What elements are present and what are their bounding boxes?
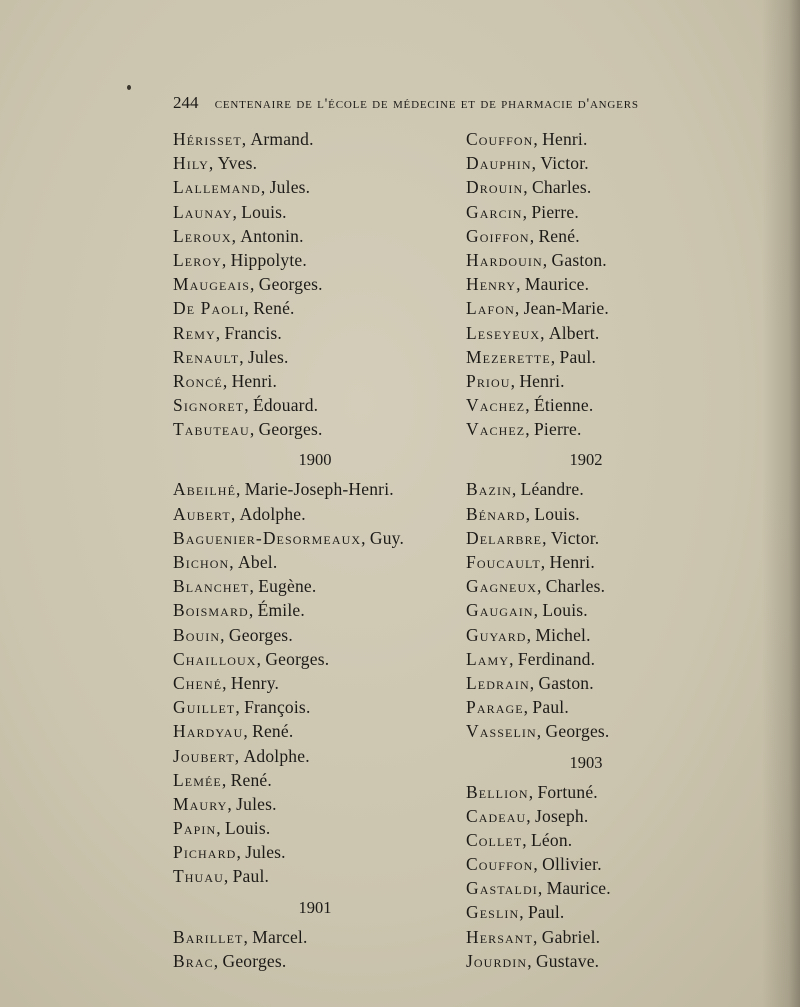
separator: , (529, 672, 539, 693)
name-entry (466, 623, 716, 647)
separator: , (540, 552, 550, 572)
given-name: Jean-Marie. (523, 298, 609, 319)
name-entry (466, 804, 716, 828)
separator: , (533, 926, 542, 947)
given-name: Ollivier. (542, 854, 602, 875)
given-name: Léon. (531, 829, 573, 850)
given-name: Émile. (257, 600, 305, 621)
surname: Hérisset (173, 129, 242, 149)
name-entry (466, 647, 716, 671)
surname: Gaugain (466, 600, 534, 621)
given-name: Yves. (217, 153, 258, 174)
surname: Boismard (173, 600, 249, 621)
name-entry (173, 345, 453, 369)
separator: , (525, 503, 535, 524)
name-entry (466, 695, 716, 719)
separator: , (216, 818, 225, 839)
surname: Gastaldi (466, 878, 538, 899)
name-entry (466, 550, 716, 574)
separator: , (239, 346, 249, 367)
name-entry (466, 719, 716, 743)
surname: Vasselin (466, 721, 537, 742)
name-entry (466, 272, 716, 296)
given-name: Jules. (248, 346, 289, 367)
surname: Papin (173, 818, 217, 839)
name-entry (173, 296, 453, 320)
surname: Goiffon (466, 225, 530, 246)
separator: , (241, 129, 251, 149)
name-entry (466, 852, 716, 876)
name-entry (173, 816, 453, 840)
surname: Renault (173, 346, 240, 367)
given-name: Georges. (228, 624, 293, 645)
separator: , (235, 697, 245, 718)
name-entry (466, 369, 716, 393)
name-entry (173, 695, 453, 719)
name-entry (466, 502, 716, 526)
separator: , (523, 177, 532, 198)
name-entry (466, 828, 716, 852)
separator: , (542, 249, 552, 270)
separator: , (256, 648, 266, 669)
name-entry (466, 175, 716, 199)
name-entry (173, 321, 453, 345)
name-entry (466, 925, 716, 949)
surname: Garcin (466, 201, 523, 222)
given-name: René. (253, 298, 295, 319)
separator: , (522, 829, 532, 850)
surname: Collet (466, 829, 523, 850)
name-entry (173, 671, 453, 695)
year-heading: 1901 (298, 897, 332, 917)
separator: , (526, 624, 536, 645)
surname: Blanchet (173, 576, 250, 597)
given-name: Charles. (532, 177, 592, 198)
separator: , (213, 950, 223, 971)
surname: Lafon (466, 298, 515, 319)
separator: , (227, 793, 237, 814)
separator: , (542, 527, 551, 548)
surname: Bellion (466, 781, 529, 802)
given-name: Jules. (269, 177, 311, 198)
year-heading: 1903 (569, 752, 603, 772)
running-title: centenaire de l'école de médecine et de pharmacie d'angers (214, 96, 639, 112)
separator: , (221, 769, 231, 790)
name-entry (173, 393, 453, 417)
separator: , (249, 419, 259, 440)
given-name: Louis. (225, 818, 271, 839)
separator: , (236, 479, 245, 500)
name-entry (466, 949, 716, 973)
surname: Signoret (173, 395, 245, 416)
surname: Guillet (173, 697, 236, 718)
surname: Remy (173, 322, 216, 343)
surname: Launay (173, 201, 233, 222)
name-entry (173, 744, 453, 768)
name-entry (173, 151, 453, 175)
given-name: Georges. (222, 950, 287, 971)
given-name: Jules. (236, 793, 277, 814)
name-entry (173, 550, 453, 574)
name-entry (173, 175, 453, 199)
given-name: Gustave. (535, 950, 600, 971)
separator: , (248, 600, 258, 621)
name-entry (466, 151, 716, 175)
given-name: Henry. (230, 672, 280, 693)
given-name: Victor. (540, 153, 589, 174)
surname: Brac (173, 950, 214, 971)
ink-dot (127, 85, 131, 90)
separator: , (232, 201, 242, 222)
name-entry (173, 369, 453, 393)
name-entry (466, 526, 716, 550)
given-name: Pierre. (533, 419, 582, 440)
surname: Couffon (466, 854, 534, 875)
surname: Leseyeux (466, 322, 541, 343)
surname: Vachez (466, 419, 526, 440)
surname: Chené (173, 672, 223, 693)
given-name: Henri. (231, 370, 278, 391)
surname: De Paoli (173, 298, 245, 319)
given-name: Guy. (369, 527, 405, 548)
separator: , (511, 479, 521, 500)
separator: , (533, 129, 543, 149)
separator: , (510, 370, 520, 391)
given-name: François. (244, 697, 311, 718)
given-name: Maurice. (524, 274, 590, 295)
separator: , (231, 225, 241, 246)
given-name: Adolphe. (239, 503, 306, 524)
separator: , (223, 866, 233, 887)
separator: , (550, 346, 560, 367)
given-name: Édouard. (252, 395, 319, 416)
surname: Guyard (466, 624, 527, 645)
given-name: Marie-Joseph-Henri. (244, 479, 394, 500)
separator: , (244, 395, 253, 416)
page-header (173, 91, 693, 115)
given-name: Louis. (542, 600, 588, 621)
given-name: Léandre. (520, 479, 584, 500)
given-name: Michel. (535, 624, 591, 645)
name-entry (466, 321, 716, 345)
given-name: Paul. (527, 902, 565, 923)
given-name: Maurice. (546, 878, 611, 899)
surname: Chailloux (173, 648, 257, 669)
given-name: Albert. (548, 322, 600, 343)
given-name: Abel. (238, 552, 278, 572)
separator: , (243, 721, 253, 742)
separator: , (537, 576, 546, 597)
surname: Geslin (466, 902, 520, 923)
name-entry (466, 671, 716, 695)
surname: Bouin (173, 624, 221, 645)
surname: Hily (173, 153, 209, 174)
separator: , (526, 805, 536, 826)
name-entry (173, 127, 453, 151)
surname: Lemée (173, 769, 222, 790)
surname: Jourdin (466, 950, 528, 971)
given-name: Gabriel. (541, 926, 601, 947)
surname: Thuau (173, 866, 224, 887)
separator: , (519, 902, 528, 923)
separator: , (523, 697, 533, 718)
page-edge-shadow (762, 0, 800, 1007)
separator: , (514, 298, 524, 319)
name-entry (173, 477, 453, 501)
name-entry (173, 502, 453, 526)
year-heading: 1902 (569, 450, 603, 470)
separator: , (222, 370, 232, 391)
year-heading: 1900 (298, 450, 332, 470)
surname: Hardyau (173, 721, 244, 742)
separator: , (236, 842, 246, 863)
name-entry (173, 224, 453, 248)
separator: , (208, 153, 218, 174)
surname: Ledrain (466, 672, 530, 693)
separator: , (361, 527, 370, 548)
separator: , (221, 249, 231, 270)
given-name: Paul. (532, 697, 569, 718)
given-name: Georges. (265, 648, 330, 669)
name-entry (466, 200, 716, 224)
surname: Dauphin (466, 153, 532, 174)
separator: , (243, 926, 253, 947)
given-name: Eugène. (258, 576, 317, 597)
surname: Vachez (466, 395, 526, 416)
separator: , (525, 395, 534, 416)
name-entry (466, 345, 716, 369)
separator: , (531, 153, 541, 174)
surname: Bichon (173, 552, 230, 572)
surname: Henry (466, 274, 517, 295)
name-entry (173, 272, 453, 296)
name-entry (173, 574, 453, 598)
given-name: Victor. (550, 527, 600, 548)
name-entry (173, 200, 453, 224)
page-number: 244 (173, 93, 199, 112)
given-name: Paul. (232, 866, 270, 887)
surname: Abeilhé (173, 479, 236, 500)
surname: Barillet (173, 926, 244, 947)
separator: , (249, 576, 259, 597)
name-entry (466, 598, 716, 622)
given-name: Antonin. (240, 225, 304, 246)
left-column (173, 127, 453, 973)
given-name: Adolphe. (243, 745, 310, 766)
surname: Parage (466, 697, 524, 718)
separator: , (522, 201, 532, 222)
name-entry (173, 526, 453, 550)
separator: , (230, 503, 240, 524)
right-column (466, 127, 716, 973)
name-entry (173, 623, 453, 647)
given-name: Paul. (559, 346, 597, 367)
given-name: Louis. (534, 503, 580, 524)
name-entry (173, 949, 453, 973)
separator: , (527, 950, 536, 971)
surname: Lallemand (173, 177, 261, 198)
given-name: Gaston. (551, 249, 607, 270)
given-name: Hippolyte. (230, 249, 307, 270)
separator: , (533, 854, 543, 875)
name-entry (466, 780, 716, 804)
separator: , (260, 177, 270, 198)
given-name: Joseph. (535, 805, 589, 826)
surname: Gagneux (466, 576, 537, 597)
given-name: Fortuné. (537, 781, 598, 802)
surname: Hardouin (466, 249, 543, 270)
given-name: René. (252, 721, 294, 742)
surname: Aubert (173, 503, 231, 524)
separator: , (537, 878, 547, 899)
name-entry (173, 647, 453, 671)
given-name: Georges. (545, 721, 610, 742)
given-name: Armand. (250, 129, 314, 149)
name-entry (466, 574, 716, 598)
surname: Mezerette (466, 346, 551, 367)
separator: , (215, 322, 225, 343)
surname: Hersant (466, 926, 534, 947)
separator: , (509, 648, 518, 669)
surname: Leroy (173, 249, 222, 270)
surname: Priou (466, 370, 511, 391)
name-entry (466, 477, 716, 501)
surname: Drouin (466, 177, 524, 198)
name-entry (466, 900, 716, 924)
given-name: Marcel. (252, 926, 308, 947)
name-entry (173, 719, 453, 743)
name-entry (466, 876, 716, 900)
separator: , (525, 419, 534, 440)
name-entry (173, 248, 453, 272)
given-name: Gaston. (538, 672, 594, 693)
separator: , (229, 552, 239, 572)
name-entry (173, 768, 453, 792)
separator: , (244, 298, 254, 319)
name-entry (173, 840, 453, 864)
name-entry (466, 296, 716, 320)
surname: Maury (173, 793, 228, 814)
name-entry (466, 393, 716, 417)
given-name: Henri. (542, 129, 588, 149)
separator: , (234, 745, 244, 766)
surname: Joubert (173, 745, 235, 766)
given-name: Henri. (519, 370, 565, 391)
surname: Pichard (173, 842, 237, 863)
given-name: Louis. (241, 201, 287, 222)
given-name: Étienne. (533, 395, 594, 416)
given-name: Francis. (224, 322, 282, 343)
surname: Tabuteau (173, 419, 250, 440)
surname: Lamy (466, 648, 510, 669)
given-name: Henri. (549, 552, 595, 572)
surname: Bénard (466, 503, 526, 524)
name-entry (173, 792, 453, 816)
name-entry (466, 248, 716, 272)
surname: Foucault (466, 552, 541, 572)
surname: Couffon (466, 129, 534, 149)
given-name: Georges. (258, 419, 323, 440)
separator: , (536, 721, 546, 742)
separator: , (250, 274, 259, 295)
surname: Roncé (173, 370, 223, 391)
separator: , (528, 781, 538, 802)
given-name: René. (230, 769, 272, 790)
name-entry (173, 864, 453, 888)
separator: , (533, 600, 543, 621)
name-entry (173, 417, 453, 441)
given-name: Charles. (545, 576, 606, 597)
given-name: Jules. (245, 842, 286, 863)
name-entry (466, 224, 716, 248)
surname: Cadeau (466, 805, 527, 826)
surname: Delarbre (466, 527, 543, 548)
given-name: Georges. (258, 274, 323, 295)
surname: Maugeais (173, 274, 251, 295)
name-entry (173, 925, 453, 949)
name-entry (173, 598, 453, 622)
name-entry (466, 127, 716, 151)
separator: , (540, 322, 549, 343)
given-name: Pierre. (531, 201, 579, 222)
surname: Baguenier-Desormeaux (173, 527, 362, 548)
separator: , (222, 672, 231, 693)
surname: Bazin (466, 479, 512, 500)
separator: , (220, 624, 229, 645)
given-name: Ferdinand. (517, 648, 596, 669)
name-entry (466, 417, 716, 441)
surname: Leroux (173, 225, 232, 246)
given-name: René. (538, 225, 580, 246)
separator: , (529, 225, 539, 246)
separator: , (516, 274, 525, 295)
